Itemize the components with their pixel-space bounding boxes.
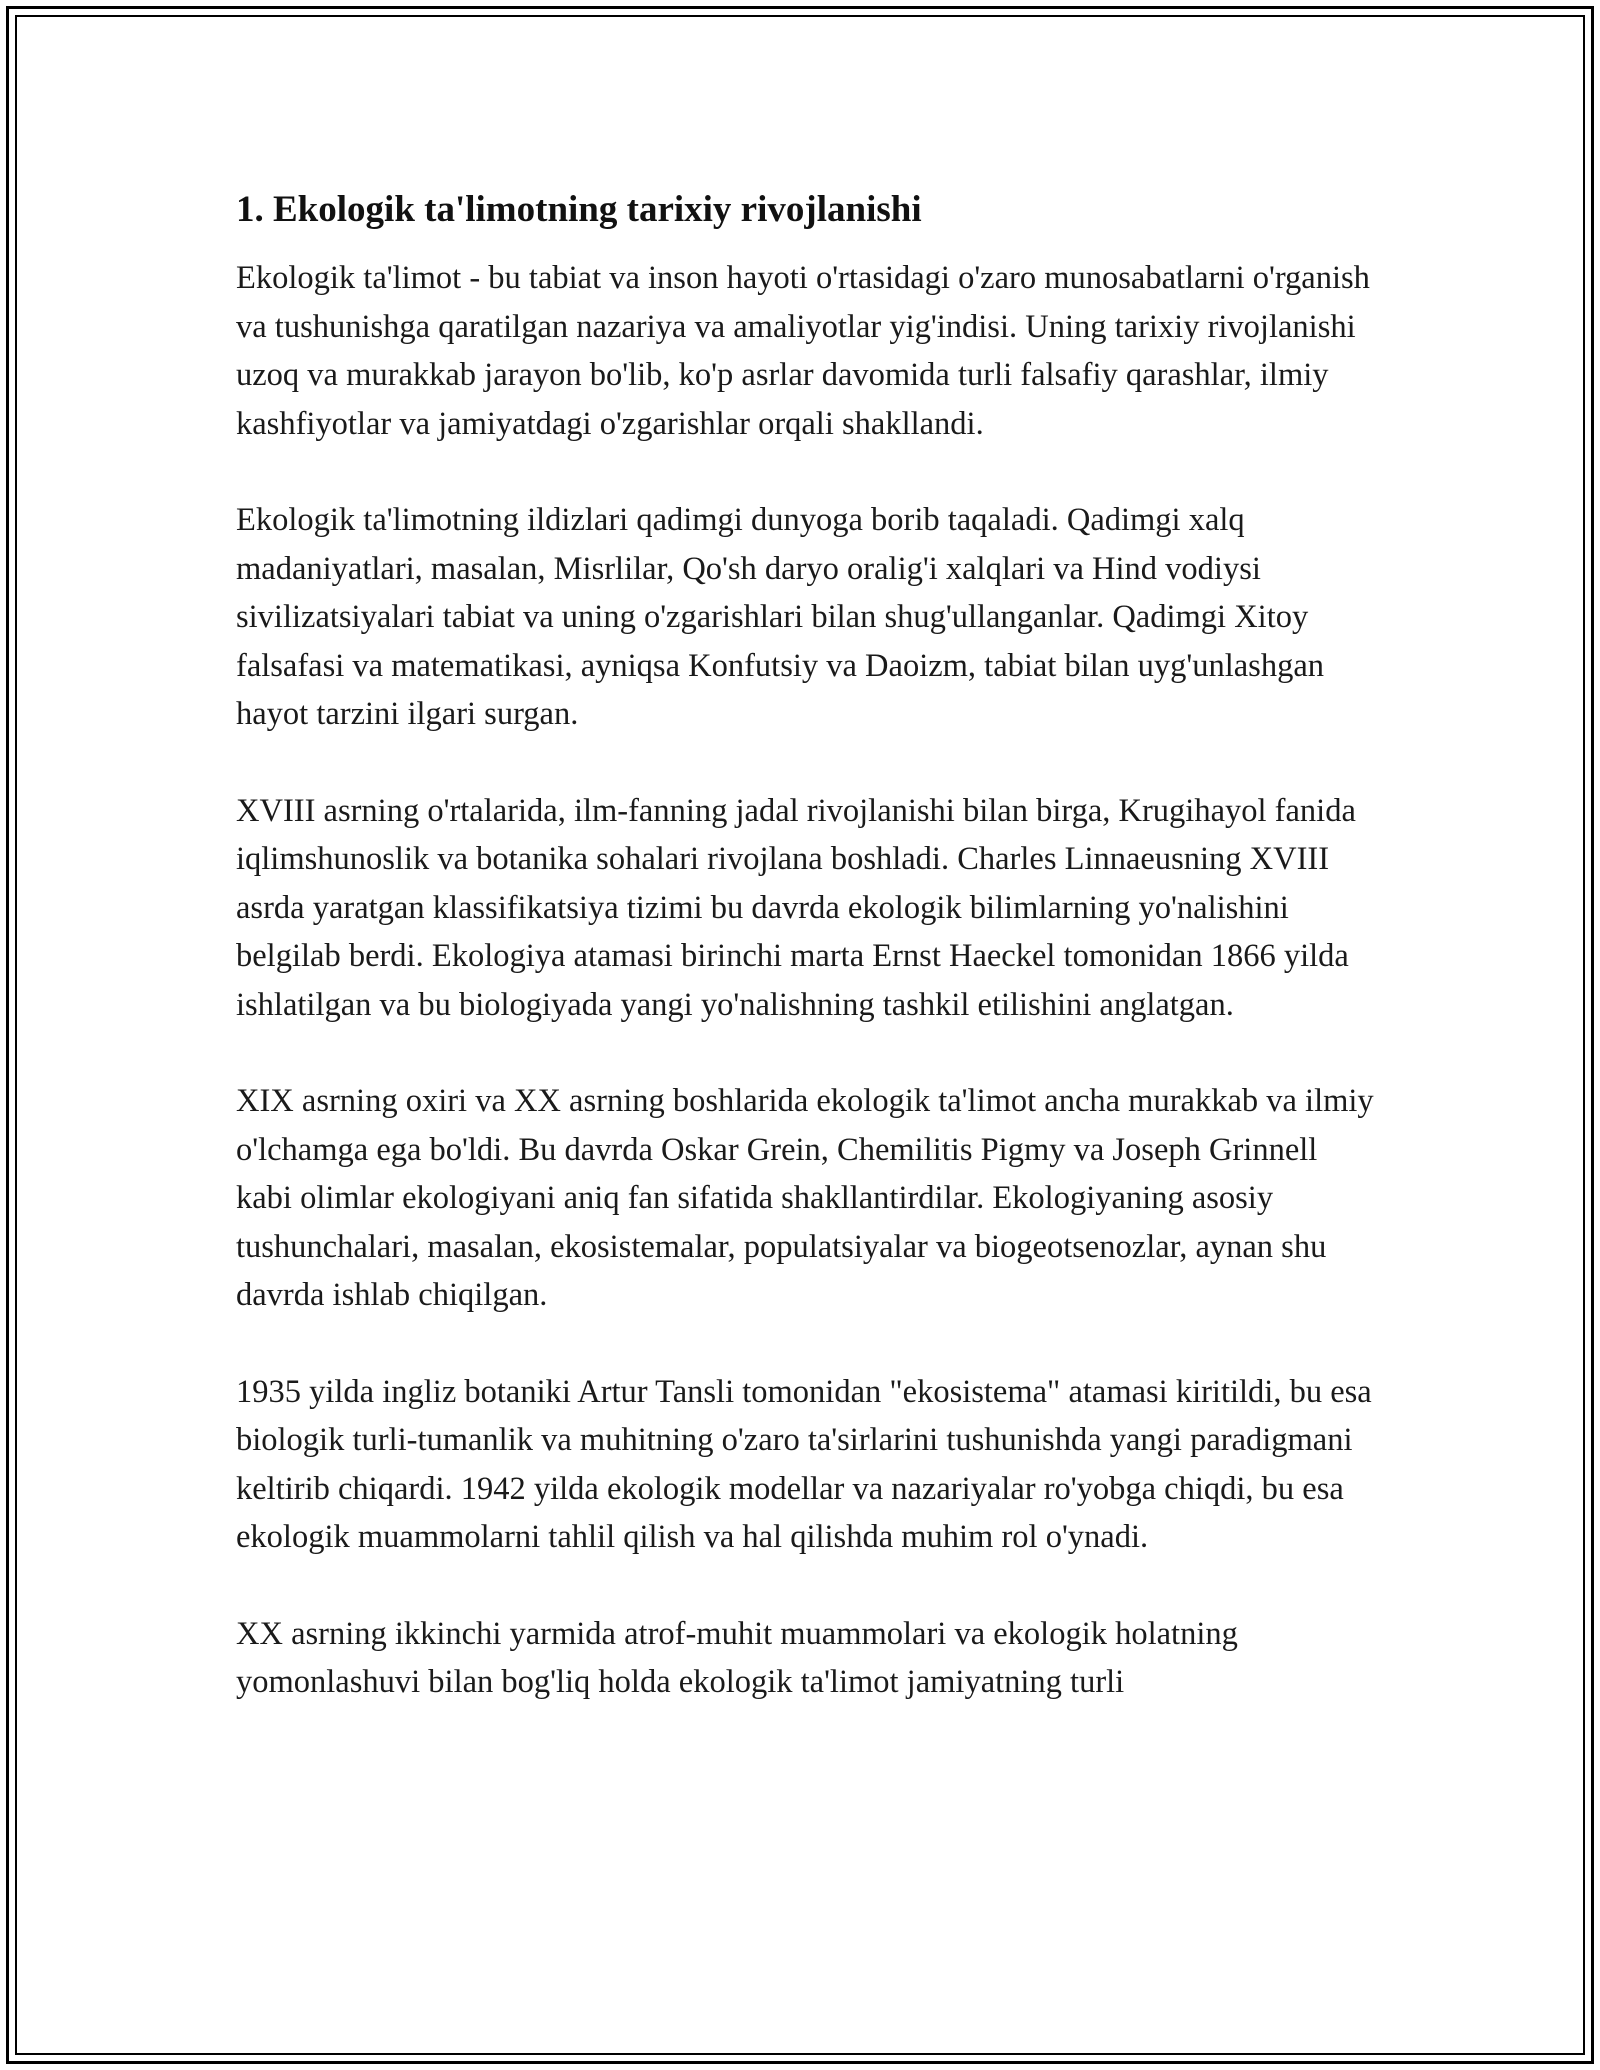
paragraph-1: Ekologik ta'limot - bu tabiat va inson hayoti o'rtasidagi o'zaro munosabatlarni o'rganish va tushunishga qaratilgan nazariya va amaliyotlar yig'indisi. Uning tarixiy rivojlanishi uzoq va murakkab jarayon bo'lib, ko'p asrlar davomida turli falsafiy qarashlar, ilmiy kashfiyotlar va jamiyatdagi o'zgarishlar orqali shakllandi. [236, 260, 1370, 442]
paragraph-4: XIX asrning oxiri va XX asrning boshlarida ekologik ta'limot ancha murakkab va ilmiy o'lchamga ega bo'ldi. Bu davrda Oskar Grein, Chemilitis Pigmy va Joseph Grinnell kabi olimlar ekologiyani aniq fan sifatida shakllantirdilar. Ekologiyaning asosiy tushunchalari, masalan, ekosistemalar, populatsiyalar va biogeotsenozlar, aynan shu davrda ishlab chiqilgan. [236, 1083, 1374, 1313]
document-body [236, 186, 1376, 1755]
section-heading: 1. Ekologik ta'limotning tarixiy rivojlanishi [236, 189, 922, 230]
paragraph-2: Ekologik ta'limotning ildizlari qadimgi dunyoga borib taqaladi. Qadimgi xalq madaniyatlari, masalan, Misrlilar, Qo'sh daryo oralig'i xalqlari va Hind vodiysi sivilizatsiyalari tabiat va uning o'zgarishlari bilan shug'ullanganlar. Qadimgi Xitoy falsafasi va matematikasi, ayniqsa Konfutsiy va Daoizm, tabiat bilan uyg'unlashgan hayot tarzini ilgari surgan. [236, 502, 1324, 732]
paragraph-6: XX asrning ikkinchi yarmida atrof-muhit muammolari va ekologik holatning yomonlashuvi bilan bog'liq holda ekologik ta'limot jamiyatning turli [236, 1615, 1238, 1700]
paragraph-5: 1935 yilda ingliz botaniki Artur Tansli tomonidan "ekosistema" atamasi kiritildi, bu esa biologik turli-tumanlik va muhitning o'zaro ta'sirlarini tushunishda yangi paradigmani keltirib chiqardi. 1942 yilda ekologik modellar va nazariyalar ro'yobga chiqdi, bu esa ekologik muammolarni tahlil qilish va hal qilishda muhim rol o'ynadi. [236, 1373, 1372, 1555]
paragraph-3: XVIII asrning o'rtalarida, ilm-fanning jadal rivojlanishi bilan birga, Krugihayol fanida iqlimshunoslik va botanika sohalari rivojlana boshladi. Charles Linnaeusning XVIII asrda yaratgan klassifikatsiya tizimi bu davrda ekologik bilimlarning yo'nalishini belgilab berdi. Ekologiya atamasi birinchi marta Ernst Haeckel tomonidan 1866 yilda ishlatilgan va bu biologiyada yangi yo'nalishning tashkil etilishini anglatgan. [236, 792, 1356, 1023]
